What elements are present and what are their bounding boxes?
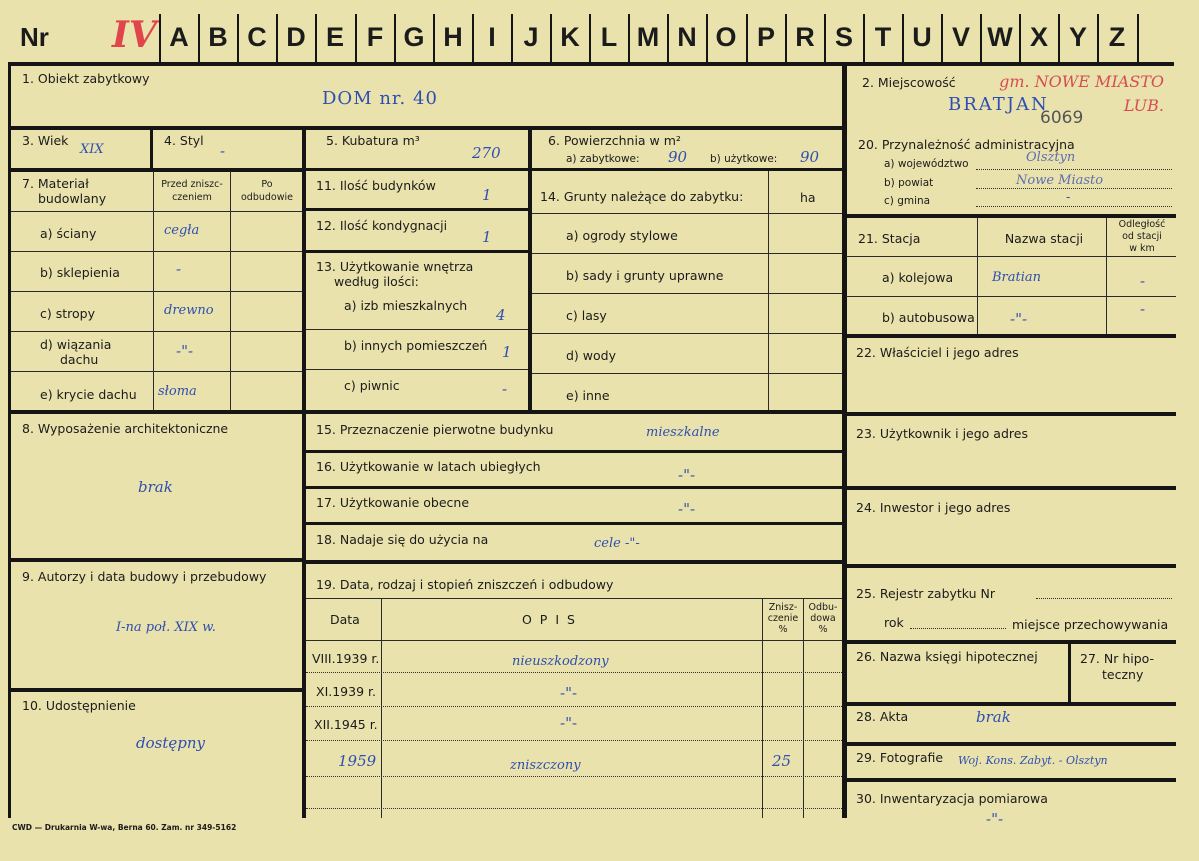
index-letter-j: J: [523, 22, 539, 52]
f6-b-label: b) użytkowe:: [710, 153, 778, 165]
f13-hline-2: [306, 369, 528, 370]
f7-hline-1: [11, 251, 302, 252]
index-letter-divider: [1097, 14, 1099, 62]
f6-a-label: a) zabytkowe:: [566, 153, 640, 165]
index-letter-divider: [315, 14, 317, 62]
index-letter-f: F: [366, 22, 384, 52]
index-letter-w: W: [987, 22, 1013, 52]
index-letter-i: I: [488, 22, 496, 52]
f9-label: 9. Autorzy i data budowy i przebudowy: [22, 569, 267, 584]
rule-26: [846, 702, 1176, 706]
index-letter-y: Y: [1068, 22, 1087, 52]
index-letter-divider: [433, 14, 435, 62]
f13-b-label: b) innych pomieszczeń: [344, 338, 488, 353]
index-letter-divider: [237, 14, 239, 62]
f14-hline-3: [532, 333, 842, 334]
f15-value: mieszkalne: [646, 425, 720, 440]
f7-row-walls-value: cegła: [164, 223, 200, 238]
f19-col-reb-1: Odbu-: [808, 602, 838, 613]
left-border: [8, 66, 11, 818]
f25-rok-line: [910, 628, 1006, 629]
nr-label: Nr: [20, 22, 49, 52]
printer-imprint: CWD — Drukarnia W-wa, Berna 60. Zam. nr 349-5162: [12, 823, 237, 832]
f7-hline-0: [11, 211, 302, 212]
f20-c-value: -: [1066, 190, 1071, 205]
index-letter-divider: [472, 14, 474, 62]
rule-29: [846, 778, 1176, 782]
f12-label: 12. Ilość kondygnacji: [316, 218, 448, 233]
f18-value: cele -"-: [594, 536, 640, 551]
f21-vline-2: [1106, 218, 1107, 334]
index-letter-divider: [1137, 14, 1139, 62]
rule-25: [846, 640, 1176, 644]
index-letter-divider: [198, 14, 200, 62]
f7-col-before-2: czeniem: [172, 192, 212, 203]
f19-row-line-4: [306, 776, 842, 777]
f11-value: 1: [482, 186, 492, 204]
f14-row-forests: c) lasy: [566, 308, 607, 323]
f24-label: 24. Inwestor i jego adres: [856, 500, 1011, 515]
f30-value: -"-: [986, 810, 1004, 828]
index-letter-divider: [824, 14, 826, 62]
rule-1: [8, 126, 846, 130]
f19-row3-desc: -"-: [560, 714, 578, 732]
f7-hline-2: [11, 291, 302, 292]
index-letter-d: D: [286, 22, 306, 52]
f2-value: BRATJAN: [948, 94, 1049, 115]
f7-label-line1: 7. Materiał: [22, 176, 89, 191]
f19-row4-dmg: 25: [772, 752, 792, 770]
f19-row-line-3: [306, 740, 842, 741]
index-letter-divider: [667, 14, 669, 62]
f25-place-label: miejsce przechowywania: [1012, 617, 1169, 632]
f7-hline-4: [11, 371, 302, 372]
f21-col-dist-3: w km: [1129, 243, 1155, 254]
index-letter-divider: [1019, 14, 1021, 62]
f7-row-vaults-value: -: [176, 260, 182, 278]
f20-c-label: c) gmina: [884, 195, 931, 207]
f21-a-value: Bratian: [992, 270, 1042, 285]
f20-b-line: [976, 188, 1172, 189]
rule-24: [846, 564, 1176, 568]
f19-row1-desc: nieuszkodzony: [512, 654, 609, 669]
f13-a-value: 4: [496, 306, 506, 324]
index-letter-divider: [394, 14, 396, 62]
f9-value: I-na poł. XIX w.: [116, 620, 216, 635]
index-letter-x: X: [1029, 22, 1048, 52]
rule-18: [306, 560, 842, 564]
f25-nr-line: [1036, 598, 1172, 599]
f13-c-label: c) piwnic: [344, 378, 400, 393]
f19-row-line-1: [306, 672, 842, 673]
f19-row4-date: 1959: [338, 752, 377, 770]
index-letter-divider: [706, 14, 708, 62]
index-letter-c: C: [247, 22, 267, 52]
f6-label: 6. Powierzchnia w m²: [548, 133, 681, 148]
f29-label: 29. Fotografie: [856, 750, 944, 765]
divider-col-a: [302, 126, 306, 818]
index-letter-k: K: [560, 22, 580, 52]
f19-row-line-2: [306, 706, 842, 707]
index-letter-divider: [276, 14, 278, 62]
f5-label: 5. Kubatura m³: [326, 133, 420, 148]
f14-vline: [768, 171, 769, 410]
index-letter-h: H: [443, 22, 463, 52]
f13-a-label: a) izb mieszkalnych: [344, 298, 468, 313]
roman-numeral-stamp: IV: [112, 14, 157, 56]
f19-row3-date: XII.1945 r.: [314, 717, 378, 732]
index-letter-divider: [355, 14, 357, 62]
f19-row-line-5: [306, 808, 842, 809]
rule-20: [846, 214, 1176, 218]
f19-col-desc: O P I S: [522, 612, 577, 627]
f7-row-ceilings-value: drewno: [164, 303, 214, 318]
f21-col-name: Nazwa stacji: [1004, 231, 1084, 246]
f19-col-dmg-3: %: [778, 624, 788, 635]
f19-col-reb-2: dowa: [810, 613, 836, 624]
f7-col-after-2: odbudowie: [241, 192, 293, 203]
index-letter-divider: [980, 14, 982, 62]
f7-row-vaults-label: b) sklepienia: [40, 265, 120, 280]
f17-label: 17. Użytkowanie obecne: [316, 495, 470, 510]
index-letter-v: V: [951, 22, 970, 52]
rule-23: [846, 486, 1176, 490]
f21-label: 21. Stacja: [858, 231, 921, 246]
f7-col-after-1: Po: [261, 179, 273, 190]
f19-label: 19. Data, rodzaj i stopień zniszczeń i odbudowy: [316, 577, 614, 592]
f7-col-before-1: Przed zniszc-: [161, 179, 223, 190]
f14-hline-0: [532, 213, 842, 214]
f4-label: 4. Styl: [164, 133, 204, 148]
f14-row-orchards: b) sady i grunty uprawne: [566, 268, 724, 283]
f21-col-dist-1: Odległość: [1118, 219, 1166, 230]
rule-21: [846, 334, 1176, 338]
rule-8: [8, 558, 306, 562]
index-letter-r: R: [795, 22, 815, 52]
index-letter-b: B: [208, 22, 228, 52]
index-letter-g: G: [403, 22, 425, 52]
f20-b-value: Nowe Miasto: [1016, 173, 1104, 188]
rule-28: [846, 742, 1176, 746]
f14-unit: ha: [800, 190, 816, 205]
f20-c-line: [976, 206, 1172, 207]
f8-value: brak: [138, 478, 173, 496]
index-letter-z: Z: [1108, 22, 1126, 52]
f3-label: 3. Wiek: [22, 133, 69, 148]
index-letter-divider: [785, 14, 787, 62]
f20-a-value: Olsztyn: [1026, 150, 1076, 165]
f2-code: 6069: [1040, 108, 1084, 128]
index-letter-u: U: [912, 22, 932, 52]
f28-label: 28. Akta: [856, 709, 909, 724]
f7-row-truss-value: -"-: [176, 342, 194, 360]
f19-row4-desc: zniszczony: [510, 758, 581, 773]
header-bottom-rule: [8, 62, 1174, 66]
rule-5-6: [306, 168, 842, 171]
index-letter-divider: [589, 14, 591, 62]
f14-row-waters: d) wody: [566, 348, 616, 363]
index-letter-divider: [550, 14, 552, 62]
f21-a-dist: -: [1140, 272, 1146, 290]
f21-col-dist-2: od stacji: [1122, 231, 1162, 242]
f19-vline-1: [381, 598, 382, 818]
index-letter-divider: [941, 14, 943, 62]
f20-label: 20. Przynależność administracyjna: [858, 137, 1075, 152]
rule-3: [8, 168, 306, 172]
rule-15: [306, 450, 842, 453]
f21-hline-1: [846, 256, 1176, 257]
f15-label: 15. Przeznaczenie pierwotne budynku: [316, 422, 554, 437]
index-letter-n: N: [677, 22, 697, 52]
f7-row-roofing-label: e) krycie dachu: [40, 387, 137, 402]
f22-label: 22. Właściciel i jego adres: [856, 345, 1019, 360]
f25-rok-label: rok: [884, 615, 904, 630]
rule-12: [306, 250, 528, 253]
f28-value: brak: [976, 708, 1011, 726]
f14-label: 14. Grunty należące do zabytku:: [540, 189, 744, 204]
index-letter-t: T: [874, 22, 892, 52]
f21-hline-2: [846, 296, 1176, 297]
f8-label: 8. Wyposażenie architektoniczne: [22, 421, 229, 436]
f19-row2-date: XI.1939 r.: [316, 684, 376, 699]
f27-label-line2: teczny: [1102, 667, 1144, 682]
index-letter-p: P: [756, 22, 775, 52]
f19-row2-desc: -"-: [560, 684, 578, 702]
f20-b-label: b) powiat: [884, 177, 934, 189]
index-letter-m: M: [636, 22, 660, 52]
rule-13: [306, 410, 842, 414]
f10-value: dostępny: [136, 734, 205, 752]
f21-b-value: -"-: [1010, 310, 1028, 328]
f3-value: XIX: [80, 142, 104, 157]
f27-label-line1: 27. Nr hipo-: [1080, 651, 1155, 666]
f13-label-line1: 13. Użytkowanie wnętrza: [316, 259, 474, 274]
index-letter-e: E: [325, 22, 344, 52]
f21-vline-1: [977, 218, 978, 334]
f10-label: 10. Udostępnienie: [22, 698, 136, 713]
rule-7: [8, 410, 306, 414]
f16-label: 16. Użytkowanie w latach ubiegłych: [316, 459, 541, 474]
f21-b-dist: -: [1140, 300, 1146, 318]
index-letter-divider: [746, 14, 748, 62]
f19-col-date: Data: [330, 612, 360, 627]
divider-3-4: [150, 126, 153, 170]
rule-11: [306, 208, 528, 211]
f19-row1-date: VIII.1939 r.: [312, 651, 380, 666]
rule-9: [8, 688, 306, 692]
f18-label: 18. Nadaje się do użycia na: [316, 532, 489, 547]
f7-label-line2: budowlany: [38, 191, 107, 206]
f12-value: 1: [482, 228, 492, 246]
f14-row-other: e) inne: [566, 388, 610, 403]
f5-value: 270: [472, 144, 501, 162]
f7-row-truss-label-1: d) wiązania: [40, 337, 112, 352]
index-letter-divider: [511, 14, 513, 62]
f19-col-dmg-2: czenie: [767, 613, 799, 624]
f30-label: 30. Inwentaryzacja pomiarowa: [856, 791, 1048, 806]
f26-label: 26. Nazwa księgi hipotecznej: [856, 649, 1038, 664]
index-letter-s: S: [834, 22, 853, 52]
f13-hline-1: [306, 329, 528, 330]
f14-hline-2: [532, 293, 842, 294]
f17-value: -"-: [678, 500, 696, 518]
f21-b-label: b) autobusowa: [882, 310, 975, 325]
f16-value: -"-: [678, 466, 696, 484]
f7-row-walls-label: a) ściany: [40, 226, 97, 241]
f14-row-gardens: a) ogrody stylowe: [566, 228, 678, 243]
f2-red-stamp: gm. NOWE MIASTO LUB.: [999, 72, 1164, 115]
f7-row-ceilings-label: c) stropy: [40, 306, 95, 321]
index-letter-a: A: [169, 22, 189, 52]
f11-label: 11. Ilość budynków: [316, 178, 436, 193]
f20-a-line: [976, 169, 1172, 170]
f7-row-truss-label-2: dachu: [60, 352, 99, 367]
f21-a-label: a) kolejowa: [882, 270, 954, 285]
f6-b-value: 90: [800, 148, 820, 166]
f1-value: DOM nr. 40: [322, 88, 438, 109]
f14-hline-1: [532, 253, 842, 254]
rule-22: [846, 412, 1176, 416]
f7-hline-3: [11, 331, 302, 332]
f1-label: 1. Obiekt zabytkowy: [22, 71, 150, 86]
index-letter-l: L: [600, 22, 618, 52]
f23-label: 23. Użytkownik i jego adres: [856, 426, 1028, 441]
index-letter-divider: [159, 14, 161, 62]
index-letter-divider: [1058, 14, 1060, 62]
f7-row-roofing-value: słoma: [158, 384, 197, 399]
f20-a-label: a) województwo: [884, 158, 969, 170]
index-letter-divider: [902, 14, 904, 62]
f13-b-value: 1: [502, 343, 512, 361]
index-letter-o: O: [715, 22, 737, 52]
f4-value: -: [220, 142, 226, 160]
f13-label-line2: według ilości:: [334, 274, 419, 289]
rule-16: [306, 486, 842, 489]
f25-label: 25. Rejestr zabytku Nr: [856, 586, 996, 601]
f19-col-reb-3: %: [818, 624, 828, 635]
f13-c-value: -: [502, 380, 508, 398]
f2-label: 2. Miejscowość: [862, 75, 956, 90]
f6-a-value: 90: [668, 148, 688, 166]
rule-17: [306, 522, 842, 525]
index-letter-divider: [863, 14, 865, 62]
divider-26-27: [1068, 644, 1071, 702]
f29-value: Woj. Kons. Zabyt. - Olsztyn: [958, 754, 1108, 767]
index-letter-divider: [628, 14, 630, 62]
f19-col-dmg-1: Znisz-: [768, 602, 798, 613]
f14-hline-4: [532, 373, 842, 374]
